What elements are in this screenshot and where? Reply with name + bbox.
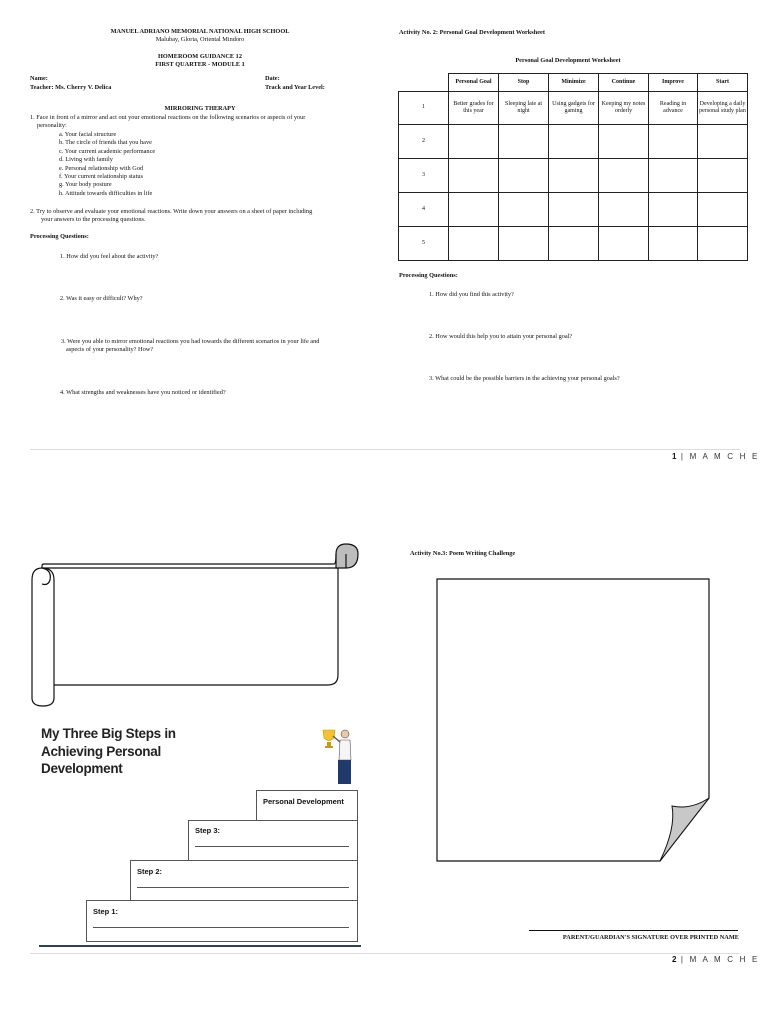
list-item: g. Your body posture	[59, 181, 112, 189]
list-item: h. Attitude towards difficulties in life	[59, 189, 153, 197]
table-cell[interactable]	[499, 125, 549, 159]
personal-development-label: Personal Development	[263, 797, 344, 806]
page-divider-2	[30, 953, 740, 954]
page-divider	[30, 449, 740, 450]
table-cell[interactable]	[599, 125, 649, 159]
question-2-2: 2. How would this help you to attain your personal goal?	[429, 333, 573, 340]
table-cell[interactable]	[649, 159, 698, 193]
header-cell	[399, 74, 449, 92]
table-cell[interactable]	[549, 125, 599, 159]
question-4: 4. What strengths and weaknesses have you noticed or identified?	[60, 389, 226, 396]
table-cell[interactable]	[449, 193, 499, 227]
list-item: f. Your current relationship status	[59, 173, 143, 181]
three-big-steps-diagram	[39, 722, 360, 948]
name-field: Name:	[30, 75, 48, 82]
activity3-label: Activity No.3: Poem Writing Challenge	[410, 550, 516, 557]
table-cell: Better grades for this year	[449, 92, 499, 125]
list-item: a. Your facial structure	[59, 131, 117, 138]
step2-line	[137, 887, 349, 888]
processing-questions-title: Processing Questions:	[30, 233, 89, 240]
table-cell[interactable]	[549, 159, 599, 193]
header-cell: Minimize	[549, 74, 599, 92]
question-3: 3. Were you able to mirror emotional reactions you had towards the different scenarios in your life and aspects of your personality? How?	[61, 338, 320, 354]
question-1: 1. How did you feel about the activity?	[60, 253, 159, 260]
row-number: 5	[399, 227, 449, 261]
table-cell[interactable]	[549, 227, 599, 261]
date-field: Date:	[265, 75, 280, 82]
scenario-list	[59, 131, 359, 198]
table-cell[interactable]	[649, 125, 698, 159]
table-cell[interactable]	[449, 125, 499, 159]
table-cell[interactable]	[698, 193, 748, 227]
signature-line	[529, 930, 738, 931]
table-cell[interactable]	[549, 193, 599, 227]
table-cell: Sleeping late at night	[499, 92, 549, 125]
table-cell[interactable]	[449, 227, 499, 261]
step2-label: Step 2:	[137, 867, 163, 876]
table-cell[interactable]	[599, 227, 649, 261]
table-cell[interactable]	[649, 193, 698, 227]
row-number: 4	[399, 193, 449, 227]
list-item: b. The circle of friends that you have	[59, 139, 152, 147]
goal-worksheet-table	[398, 73, 748, 261]
processing-questions-title-2: Processing Questions:	[399, 272, 458, 279]
table-row	[399, 125, 748, 159]
activity2-label: Activity No. 2: Personal Goal Development Worksheet	[399, 29, 545, 36]
step1-label: Step 1:	[93, 907, 119, 916]
table-cell[interactable]	[698, 125, 748, 159]
step3-label: Step 3:	[195, 826, 221, 835]
course-title: HOMEROOM GUIDANCE 12	[158, 52, 242, 60]
row-number: 1	[399, 92, 449, 125]
module-title: FIRST QUARTER - MODULE 1	[155, 61, 245, 69]
page-footer: 1 | M A M C H E	[672, 452, 760, 461]
question-2-3: 3. What could be the possible barriers in the achieving your personal goals?	[429, 375, 620, 382]
question-2-1: 1. How did you find this activity?	[429, 291, 514, 298]
header-cell: Personal Goal	[449, 74, 499, 92]
personal-development-box	[256, 790, 358, 822]
header-cell: Continue	[599, 74, 649, 92]
table-row	[399, 159, 748, 193]
row-number: 3	[399, 159, 449, 193]
table-row	[399, 92, 748, 125]
step3-line	[195, 846, 349, 847]
table-cell: Developing a daily personal study plan	[698, 92, 748, 125]
poem-writing-box[interactable]	[436, 578, 712, 864]
table-cell[interactable]	[599, 193, 649, 227]
table-row	[399, 193, 748, 227]
table-cell[interactable]	[499, 159, 549, 193]
scroll-banner	[28, 540, 364, 710]
table-cell[interactable]	[499, 193, 549, 227]
school-address: Malubay, Gloria, Oriental Mindoro	[155, 36, 245, 44]
school-header	[30, 28, 370, 70]
question-2: 2. Was it easy or difficult? Why?	[60, 295, 143, 302]
row-number: 2	[399, 125, 449, 159]
step1-box	[86, 900, 358, 942]
steps-baseline	[39, 945, 361, 947]
table-cell: Keeping my notes orderly	[599, 92, 649, 125]
signature-label: PARENT/GUARDIAN'S SIGNATURE OVER PRINTED NAME	[562, 934, 739, 941]
table-cell: Reading in advance	[649, 92, 698, 125]
list-item: e. Personal relationship with God	[59, 164, 144, 172]
step1-line	[93, 927, 349, 928]
table-cell[interactable]	[649, 227, 698, 261]
worksheet-title: Personal Goal Development Worksheet	[515, 57, 621, 64]
list-item: c. Your current academic performance	[59, 147, 156, 155]
teacher-field: Teacher: Ms. Cherry V. Delica	[30, 84, 112, 91]
header-cell: Start	[698, 74, 748, 92]
activity1-instruction1: 1. Face in front of a mirror and act out your emotional reactions on the following scenarios or aspects of your personality:	[30, 114, 306, 130]
table-row	[399, 227, 748, 261]
table-cell[interactable]	[499, 227, 549, 261]
school-name: MANUEL ADRIANO MEMORIAL NATIONAL HIGH SCHOOL	[110, 28, 290, 35]
activity1-instruction2: 2. Try to observe and evaluate your emotional reactions. Write down your answers on a sheet of paper including your answers to the processing questions.	[30, 208, 313, 224]
page-footer-2: 2 | M A M C H E	[672, 955, 760, 964]
list-item: d. Living with family	[59, 156, 113, 164]
table-cell[interactable]	[449, 159, 499, 193]
table-header-row	[399, 74, 748, 92]
step2-box	[130, 860, 358, 902]
steps-title: My Three Big Steps in Achieving Personal Development	[41, 726, 176, 776]
header-cell: Stop	[499, 74, 549, 92]
table-cell[interactable]	[698, 227, 748, 261]
activity1-title: MIRRORING THERAPY	[164, 105, 236, 112]
table-cell: Using gadgets for gaming	[549, 92, 599, 125]
header-cell: Improve	[649, 74, 698, 92]
table-cell[interactable]	[698, 159, 748, 193]
table-cell[interactable]	[599, 159, 649, 193]
track-field: Track and Year Level:	[265, 84, 325, 91]
trophy-person-icon	[317, 724, 357, 788]
